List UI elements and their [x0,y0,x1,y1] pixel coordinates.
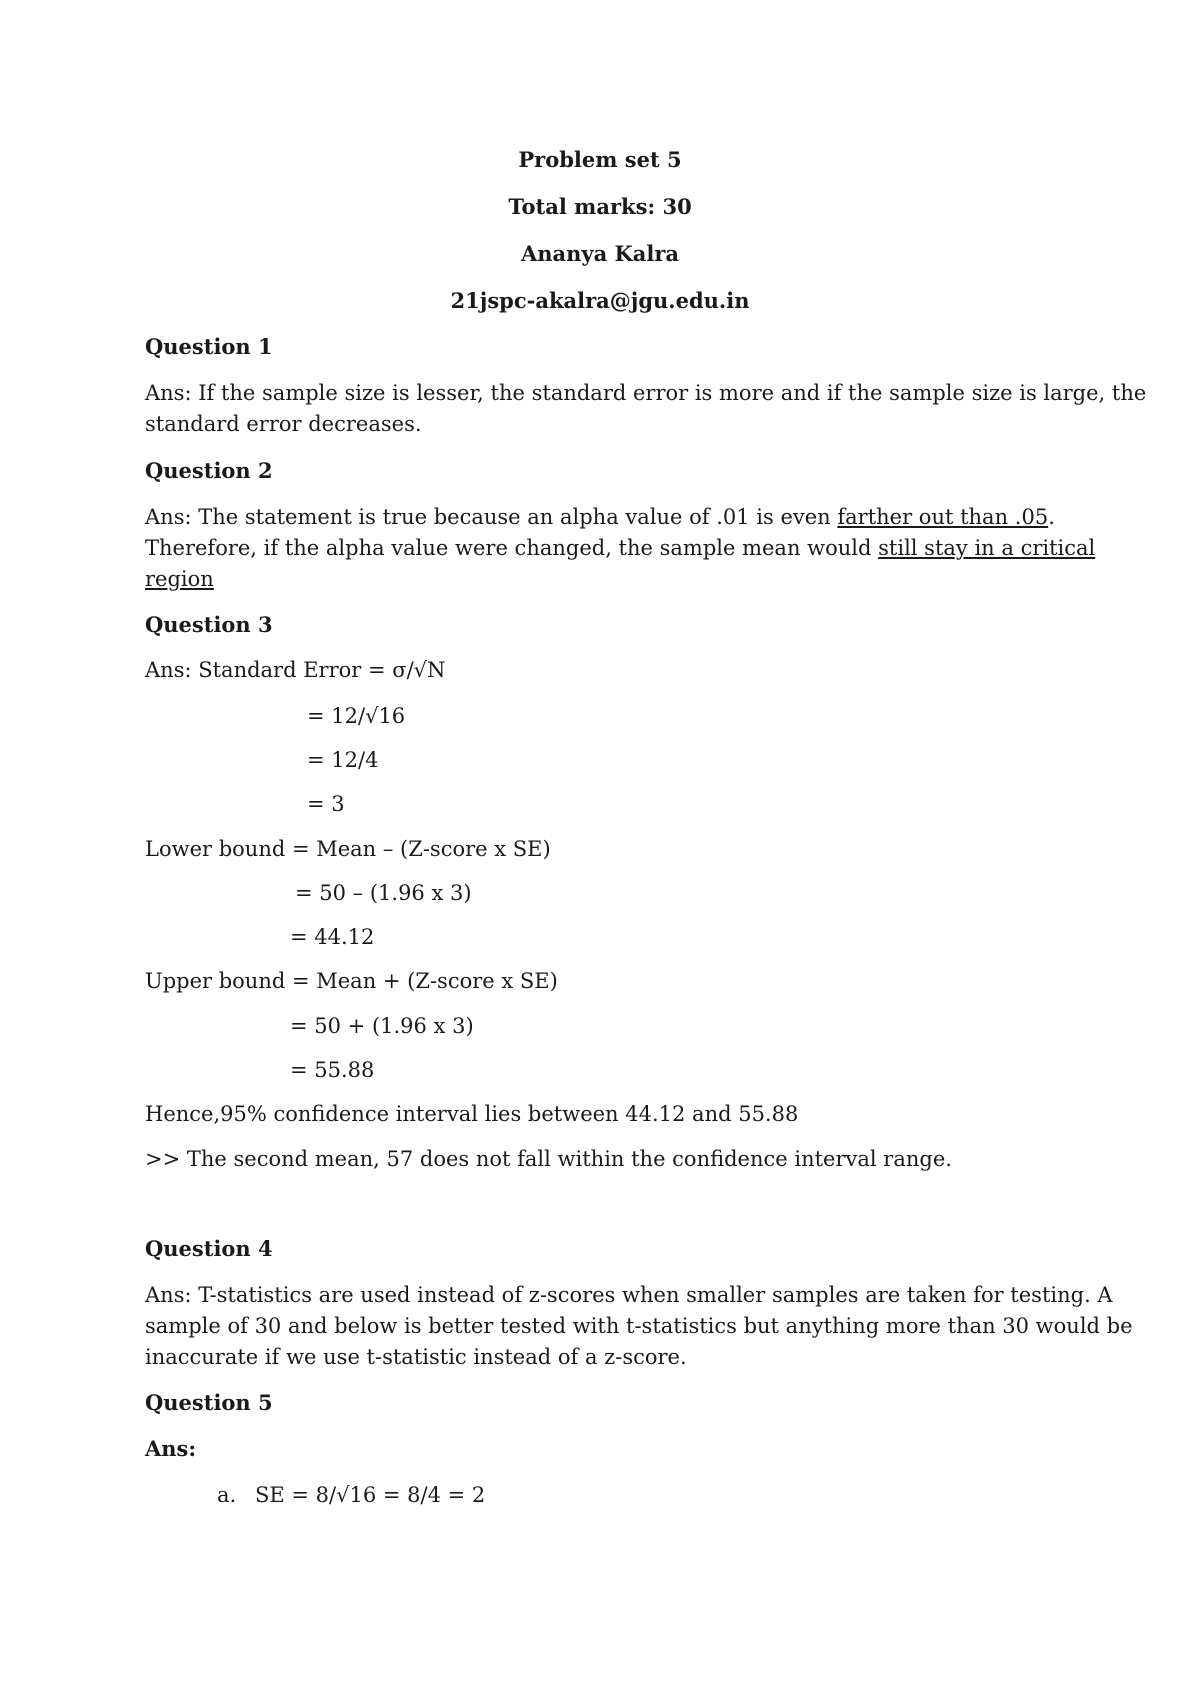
upper-bound-formula: Upper bound = Mean + (Z-score x SE) [145,969,558,993]
question-2-answer-line-1 [145,504,1055,530]
question-4-heading: Question 4 [145,1236,273,1261]
upper-bound-step-1: = 50 + (1.96 x 3) [290,1014,474,1038]
document-title: Problem set 5 [518,147,682,172]
standard-error-step-3: = 3 [307,792,345,816]
standard-error-step-2: = 12/4 [307,748,379,772]
question-4-answer-line-3: inaccurate if we use t-statistic instead of a z-score. [145,1345,687,1369]
question-2-heading: Question 2 [145,458,273,483]
q2-underlined-phrase-1: farther out than .05 [837,505,1049,529]
q2-underlined-phrase-2: still stay in a critical [878,536,1096,560]
question-5-item-a-marker: a. [217,1483,237,1507]
lower-bound-formula: Lower bound = Mean – (Z-score x SE) [145,837,551,861]
author-name: Ananya Kalra [520,241,680,266]
question-5-heading: Question 5 [145,1390,273,1415]
question-3-heading: Question 3 [145,612,273,637]
question-2-answer-line-3 [145,566,214,592]
question-5-answer-label: Ans: [145,1436,197,1461]
question-1-answer-line-1: Ans: If the sample size is lesser, the standard error is more and if the sample size is large, the [145,381,1147,405]
question-1-answer-line-2: standard error decreases. [145,412,422,436]
second-mean-note: >> The second mean, 57 does not fall within the confidence interval range. [145,1147,952,1171]
question-4-answer-line-1: Ans: T-statistics are used instead of z-scores when smaller samples are taken for testing. A [145,1283,1113,1307]
question-1-heading: Question 1 [145,334,273,359]
standard-error-formula: Ans: Standard Error = σ/√N [145,658,446,682]
upper-bound-step-2: = 55.88 [290,1058,375,1082]
question-4-answer-line-2: sample of 30 and below is better tested with t-statistics but anything more than 30 would be [145,1314,1133,1338]
standard-error-step-1: = 12/√16 [307,704,406,728]
lower-bound-step-2: = 44.12 [290,925,375,949]
q2-line2-text: Therefore, if the alpha value were changed, the sample mean would [145,536,879,560]
confidence-interval-conclusion: Hence,95% confidence interval lies between 44.12 and 55.88 [145,1102,799,1126]
author-email: 21jspc-akalra@jgu.edu.in [450,288,750,313]
question-2-answer-line-2 [145,535,1095,561]
lower-bound-step-1: = 50 – (1.96 x 3) [295,881,472,905]
q2-line1-period: . [1048,505,1055,529]
question-5-item-a-text: SE = 8/√16 = 8/4 = 2 [255,1483,486,1507]
total-marks: Total marks: 30 [508,194,692,219]
q2-underlined-phrase-3: region [145,567,214,591]
q2-line1-text: Ans: The statement is true because an alpha value of .01 is even [145,505,838,529]
